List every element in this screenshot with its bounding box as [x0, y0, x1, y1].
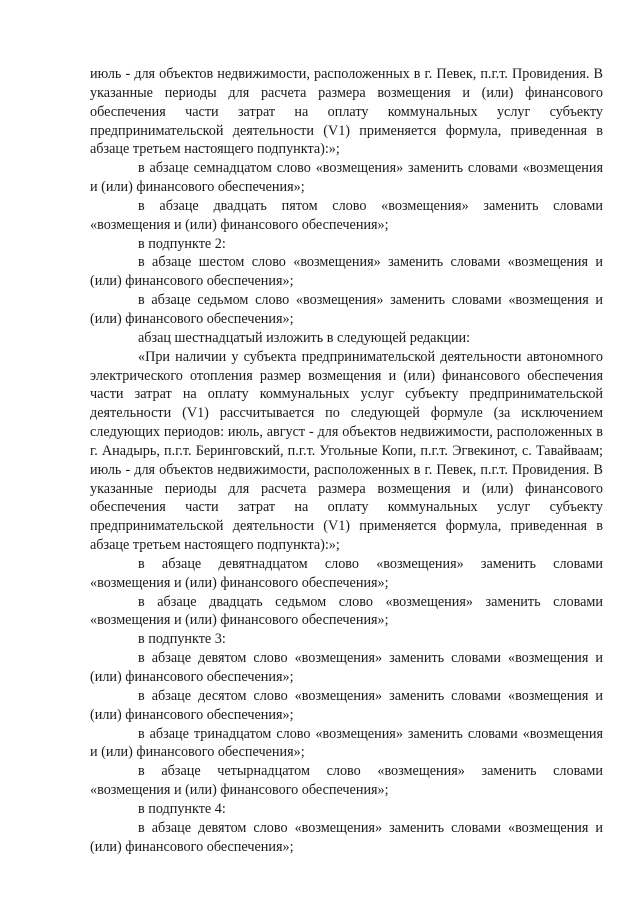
paragraph-2: в абзаце семнадцатом слово «возмещения» заменить словами «возмещения и (или) финансового обеспечения»;: [90, 160, 603, 196]
document-page: [90, 65, 603, 856]
paragraph-8: «При наличии у субъекта предпринимательской деятельности автономного электрического отопления размер возмещения и (или) финансового обеспечения части затрат на оплату коммунальных услуг субъекту предпринимательской деятельности (V1) рассчитывается по следующей формуле (за исключением следующих периодов: июль, август - для объектов недвижимости, расположенных в г. Анадырь, п.г.т. Беринговский, п.г.т. Угольные Копи, п.г.т. Эгвекинот, с. Тавайваам; июль - для объектов недвижимости, расположенных в г. Певек, п.г.т. Провидения. В указанные периоды для расчета размера возмещения и (или) финансового обеспечения части затрат на оплату коммунальных услуг субъекту предпринимательской деятельности (V1) применяется формула, приведенная в абзаце третьем настоящего подпункта):»;: [90, 348, 603, 554]
paragraph-11: в подпункте 3:: [138, 631, 226, 648]
paragraph-7: абзац шестнадцатый изложить в следующей редакции:: [138, 329, 471, 346]
paragraph-9: в абзаце девятнадцатом слово «возмещения» заменить словами «возмещения и (или) финансового обеспечения»;: [90, 555, 603, 591]
paragraph-14: в абзаце тринадцатом слово «возмещения» заменить словами «возмещения и (или) финансового обеспечения»;: [90, 725, 603, 761]
paragraph-5: в абзаце шестом слово «возмещения» заменить словами «возмещения и (или) финансового обеспечения»;: [90, 254, 603, 290]
paragraph-6: в абзаце седьмом слово «возмещения» заменить словами «возмещения и (или) финансового обеспечения»;: [90, 292, 603, 327]
paragraph-13: в абзаце десятом слово «возмещения» заменить словами «возмещения и (или) финансового обеспечения»;: [90, 687, 603, 723]
paragraph-12: в абзаце девятом слово «возмещения» заменить словами «возмещения и (или) финансового обеспечения»;: [90, 650, 603, 685]
paragraph-10: в абзаце двадцать седьмом слово «возмещения» заменить словами «возмещения и (или) финансового обеспечения»;: [90, 593, 603, 629]
paragraph-1: июль - для объектов недвижимости, расположенных в г. Певек, п.г.т. Провидения. В указанные периоды для расчета размера возмещения и (или) финансового обеспечения части затрат на оплату коммунальных услуг субъекту предпринимательской деятельности (V1) применяется формула, приведенная в абзаце третьем настоящего подпункта):»;: [90, 66, 603, 158]
paragraph-17: в абзаце девятом слово «возмещения» заменить словами «возмещения и (или) финансового обеспечения»;: [90, 819, 603, 855]
paragraph-15: в абзаце четырнадцатом слово «возмещения» заменить словами «возмещения и (или) финансового обеспечения»;: [90, 763, 603, 799]
paragraph-3: в абзаце двадцать пятом слово «возмещения» заменить словами «возмещения и (или) финансового обеспечения»;: [90, 197, 603, 233]
paragraph-4: в подпункте 2:: [138, 235, 226, 252]
paragraph-16: в подпункте 4:: [138, 800, 226, 817]
